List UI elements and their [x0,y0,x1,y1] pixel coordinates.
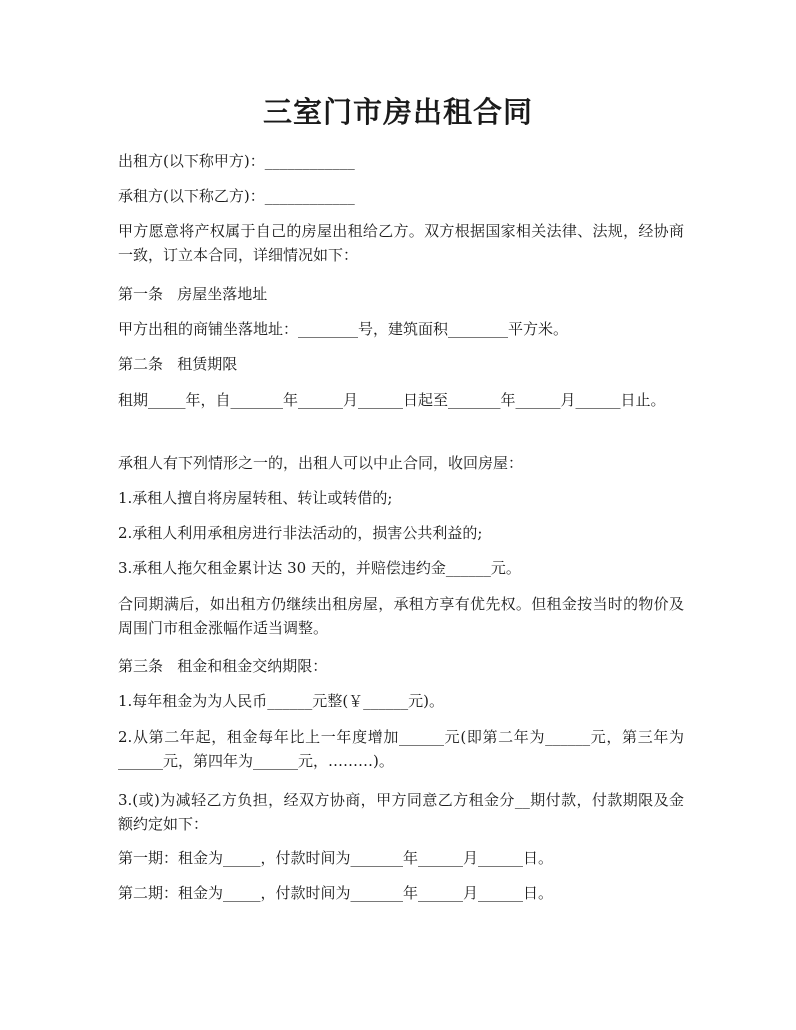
renewal-paragraph: 合同期满后，如出租方仍继续出租房屋，承租方享有优先权。但租金按当时的物价及周围门市租金涨幅作适当调整。 [118,595,684,637]
installment-1: 第一期：租金为_____，付款时间为_______年______月______日。 [118,849,554,867]
termination-intro: 承租人有下列情形之一的，出租人可以中止合同，收回房屋： [118,454,524,472]
intro-paragraph: 甲方愿意将产权属于自己的房屋出租给乙方。双方根据国家相关法律、法规，经协商一致，订立本合同，详细情况如下： [118,222,684,264]
rent-item-3: 3.(或)为减轻乙方负担，经双方协商，甲方同意乙方租金分__期付款，付款期限及金额约定如下： [118,791,684,833]
article-2-heading: 第二条 租赁期限 [118,355,238,373]
document-title: 三室门市房出租合同 [262,95,533,129]
article-1-heading: 第一条 房屋坐落地址 [118,285,268,303]
termination-item-2: 2.承租人利用承租房进行非法活动的，损害公共利益的; [118,524,483,542]
rent-item-1: 1.每年租金为为人民币______元整(￥______元)。 [118,692,445,710]
installment-2: 第二期：租金为_____，付款时间为_______年______月______日。 [118,884,554,902]
termination-item-1: 1.承租人擅自将房屋转租、转让或转借的; [118,489,393,507]
lease-term-paragraph: 租期_____年，自_______年______月______日起至_______年______月______日止。 [118,391,666,409]
rent-item-2: 2.从第二年起，租金每年比上一年度增加______元(即第二年为______元，第三年为______元，第四年为______元，………)。 [118,728,684,770]
article-3-heading: 第三条 租金和租金交纳期限： [118,657,328,675]
lessee-line: 承租方(以下称乙方)：____________ [118,187,355,205]
address-line: 甲方出租的商铺坐落地址：________号，建筑面积________平方米。 [118,320,569,338]
lessor-line: 出租方(以下称甲方)：____________ [118,152,355,170]
termination-item-3: 3.承租人拖欠租金累计达 30 天的，并赔偿违约金______元。 [118,559,521,577]
